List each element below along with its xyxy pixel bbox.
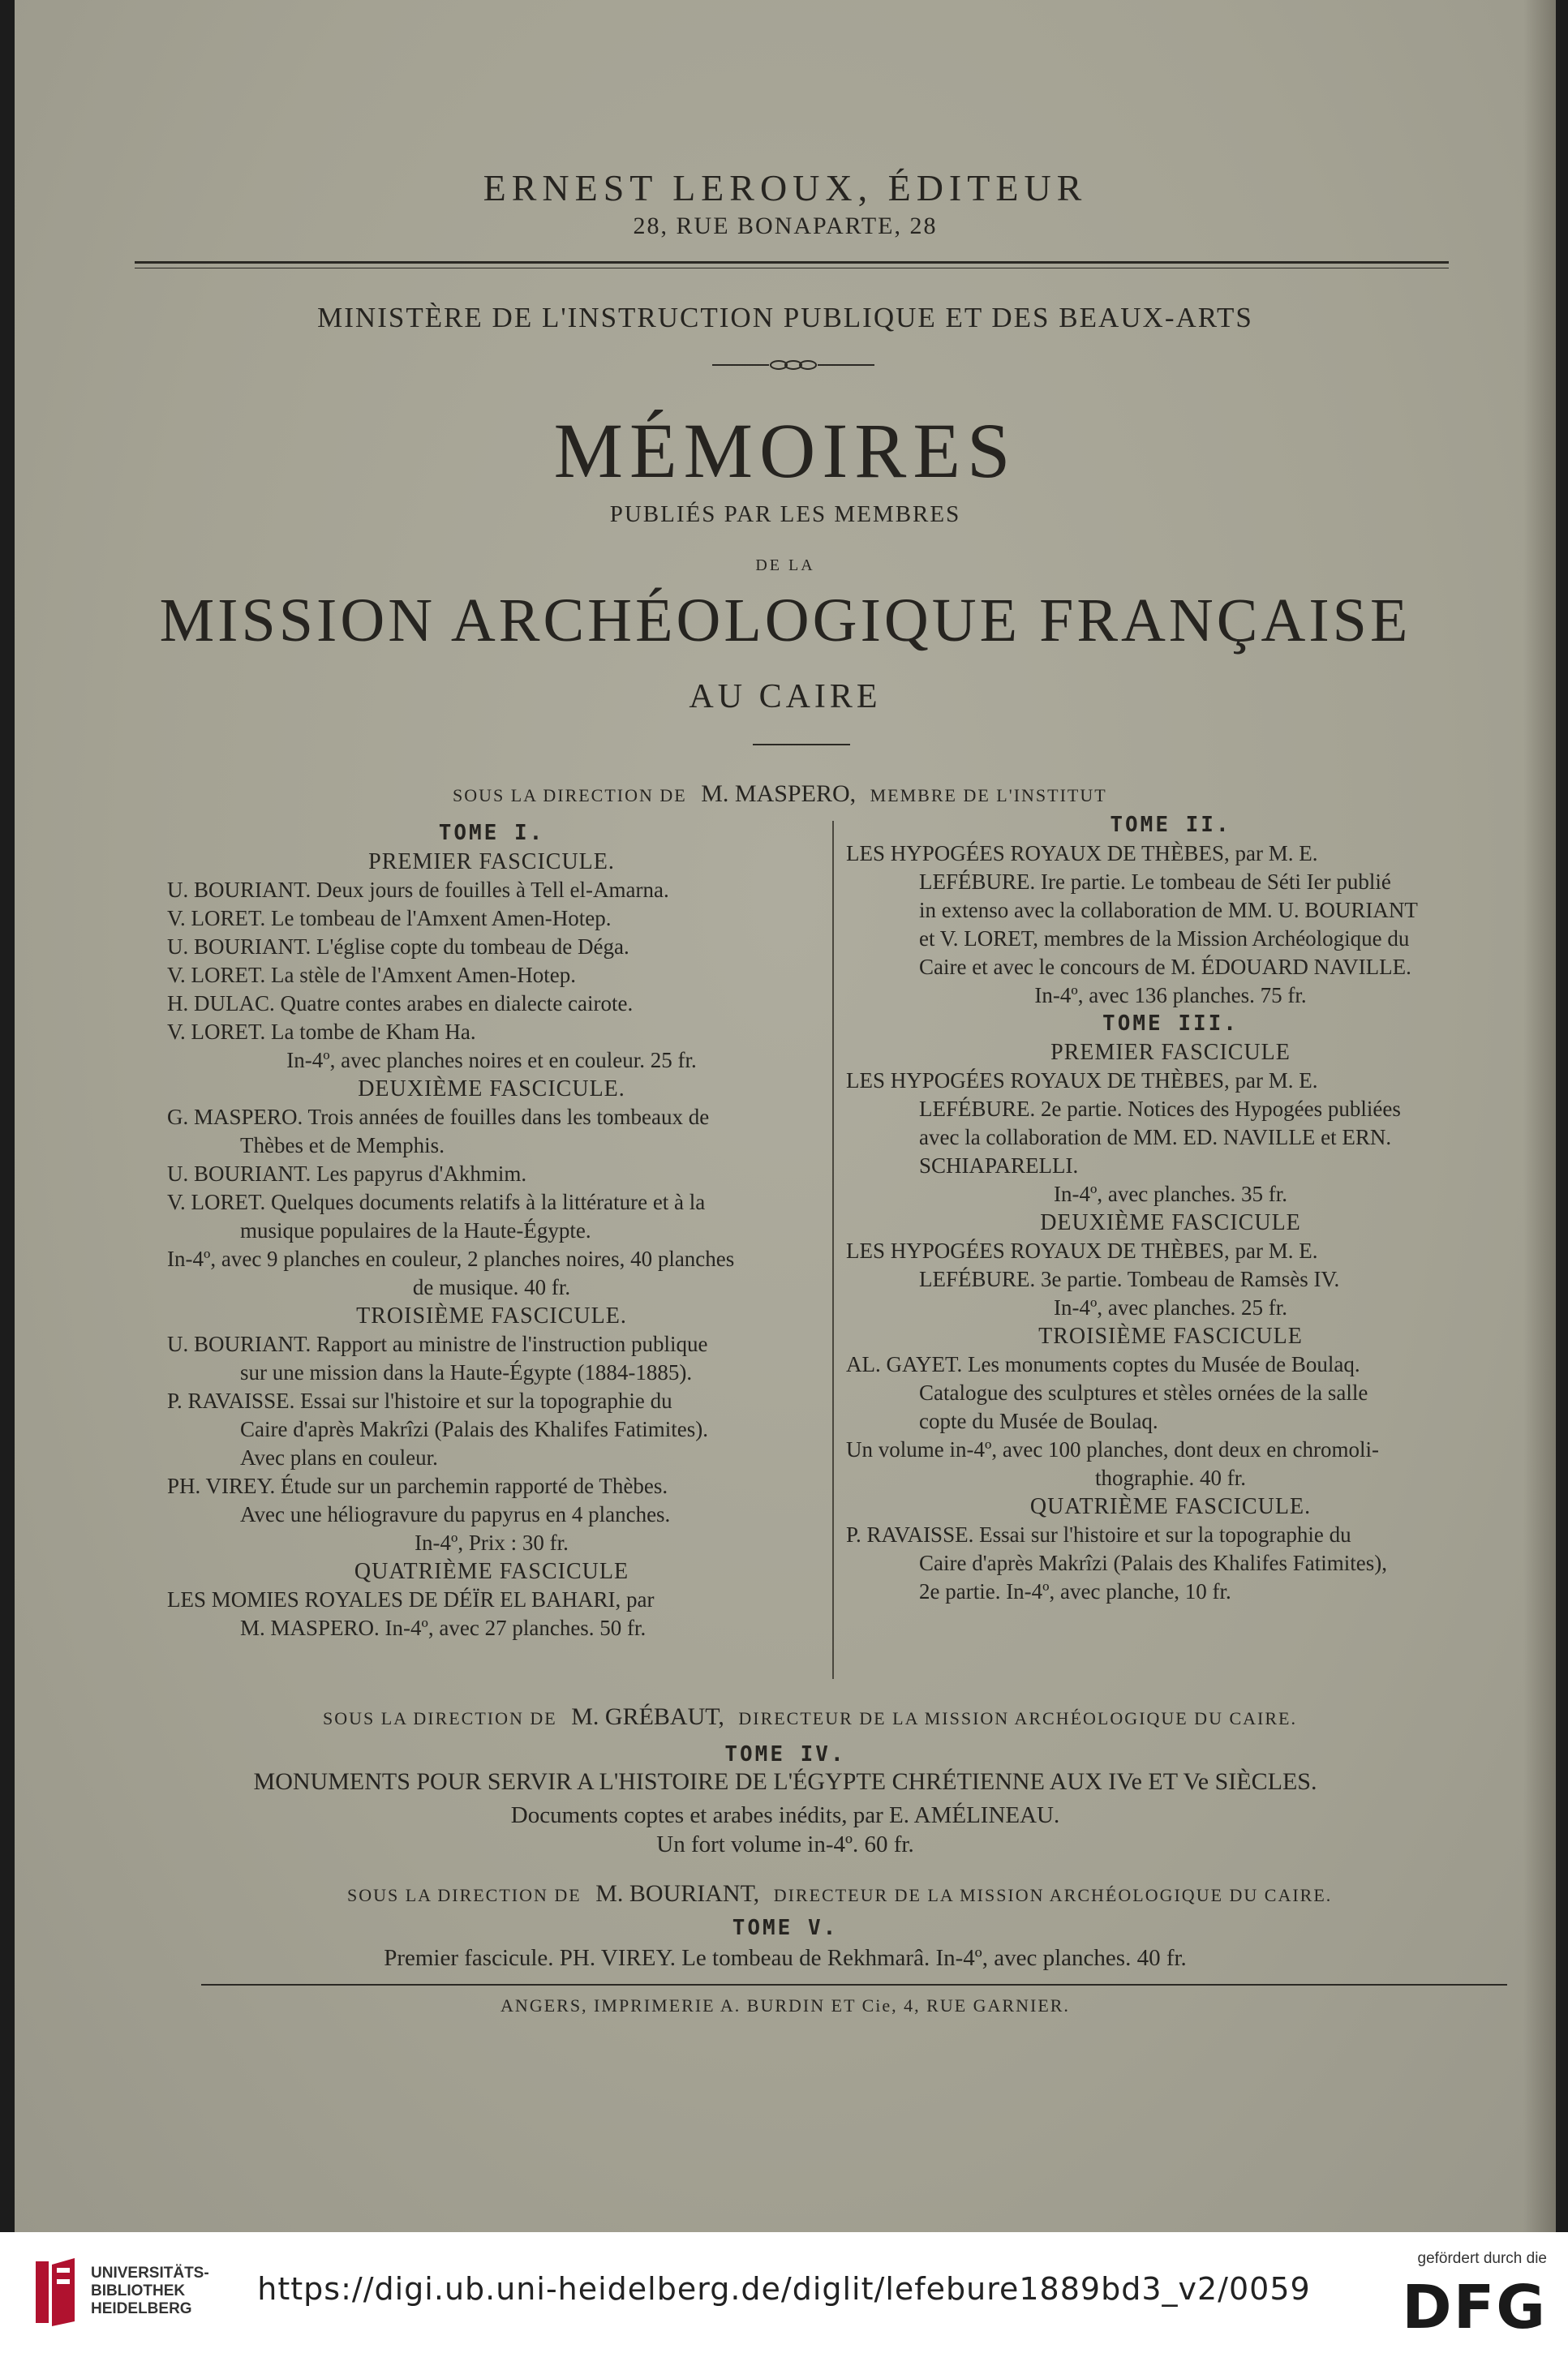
fascicule-heading: DEUXIÈME FASCICULE <box>1040 1210 1301 1235</box>
catalog-line: musique populaires de la Haute-Égypte. <box>240 1218 591 1243</box>
permalink-url[interactable]: https://digi.ub.uni-heidelberg.de/diglit/lefebure1889bd3_v2/0059 <box>257 2271 1311 2307</box>
tome-iv-line2: Documents coptes et arabes inédits, par E. AMÉLINEAU. <box>510 1802 1060 1828</box>
catalog-line: U. BOURIANT. L'église copte du tombeau de Déga. <box>167 934 629 959</box>
direction-grebaut <box>323 1703 1297 1731</box>
catalog-line: 2e partie. In-4º, avec planche, 10 fr. <box>919 1579 1231 1604</box>
catalog-line: P. RAVAISSE. Essai sur l'histoire et sur la topographie du <box>846 1522 1351 1547</box>
logo-line-1: UNIVERSITÄTS- <box>91 2265 209 2282</box>
catalog-line: LEFÉBURE. 3e partie. Tombeau de Ramsès IV. <box>919 1267 1340 1291</box>
fascicule-heading: DEUXIÈME FASCICULE. <box>358 1076 625 1101</box>
catalog-line: SCHIAPARELLI. <box>919 1153 1079 1178</box>
direction-suffix: DIRECTEUR DE LA MISSION ARCHÉOLOGIQUE DU CAIRE. <box>738 1708 1297 1728</box>
catalog-line: LEFÉBURE. 2e partie. Notices des Hypogées publiées <box>919 1097 1401 1121</box>
direction-prefix: SOUS LA DIRECTION DE <box>347 1885 582 1905</box>
catalog-line: AL. GAYET. Les monuments coptes du Musée de Boulaq. <box>846 1352 1360 1376</box>
imprimerie-rule <box>201 1984 1507 1986</box>
catalog-line: copte du Musée de Boulaq. <box>919 1409 1158 1433</box>
logo-line-3: HEIDELBERG <box>91 2300 192 2317</box>
catalog-line: PH. VIREY. Étude sur un parchemin rapporté de Thèbes. <box>167 1474 668 1498</box>
catalog-line: LES HYPOGÉES ROYAUX DE THÈBES, par M. E. <box>846 1239 1318 1263</box>
tome-label: TOME III. <box>1102 1011 1239 1036</box>
catalog-line: U. BOURIANT. Les papyrus d'Akhmim. <box>167 1161 527 1186</box>
catalog-line: H. DULAC. Quatre contes arabes en dialecte cairote. <box>167 991 634 1015</box>
catalog-line: V. LORET. Quelques documents relatifs à la littérature et à la <box>167 1190 706 1214</box>
fascicule-heading: QUATRIÈME FASCICULE. <box>1029 1494 1312 1519</box>
catalog-line: Catalogue des sculptures et stèles ornées de la salle <box>919 1380 1368 1405</box>
au-caire-title: AU CAIRE <box>689 678 882 715</box>
catalog-line: Caire d'après Makrîzi (Palais des Khalifes Fatimites), <box>919 1551 1387 1575</box>
catalog-line: et V. LORET, membres de la Mission Archéologique du <box>919 926 1410 951</box>
tome-v-label: TOME V. <box>732 1916 839 1940</box>
catalog-line: P. RAVAISSE. Essai sur l'histoire et sur la topographie du <box>167 1389 672 1413</box>
fascicule-heading: TROISIÈME FASCICULE <box>1038 1324 1303 1349</box>
document-page <box>15 0 1556 2232</box>
imprimerie-line: ANGERS, IMPRIMERIE A. BURDIN ET Cie, 4, RUE GARNIER. <box>500 1995 1070 2016</box>
catalog-line: U. BOURIANT. Rapport au ministre de l'instruction publique <box>167 1332 708 1356</box>
catalog-line: de musique. 40 fr. <box>412 1275 571 1299</box>
fascicule-heading: PREMIER FASCICULE. <box>368 849 615 874</box>
direction-bouriant <box>347 1880 1332 1908</box>
direction-prefix: SOUS LA DIRECTION DE <box>323 1708 557 1728</box>
catalog-line: sur une mission dans la Haute-Égypte (1884-1885). <box>240 1360 693 1385</box>
catalog-line: V. LORET. La stèle de l'Amxent Amen-Hotep. <box>167 963 577 987</box>
catalog-line: LES HYPOGÉES ROYAUX DE THÈBES, par M. E. <box>846 1068 1318 1093</box>
catalog-line: In-4º, avec planches. 35 fr. <box>1053 1182 1287 1206</box>
catalog-line: in extenso avec la collaboration de MM. U. BOURIANT <box>919 898 1418 922</box>
viewer-footer <box>0 2232 1568 2353</box>
catalog-line: LES HYPOGÉES ROYAUX DE THÈBES, par M. E. <box>846 841 1318 865</box>
direction-suffix: DIRECTEUR DE LA MISSION ARCHÉOLOGIQUE DU CAIRE. <box>773 1885 1333 1905</box>
left-column <box>167 819 816 1642</box>
fascicule-heading: PREMIER FASCICULE <box>1050 1040 1291 1065</box>
catalog-line: U. BOURIANT. Deux jours de fouilles à Tell el-Amarna. <box>167 878 669 902</box>
publisher-name: ERNEST LEROUX, ÉDITEUR <box>483 167 1088 208</box>
catalog-line: In-4º, avec 9 planches en couleur, 2 planches noires, 40 planches <box>167 1247 735 1271</box>
catalog-line: In-4º, Prix : 30 fr. <box>415 1531 569 1555</box>
direction-suffix: MEMBRE DE L'INSTITUT <box>870 785 1107 805</box>
tome-iv-title: MONUMENTS POUR SERVIR A L'HISTOIRE DE L'ÉGYPTE CHRÉTIENNE AUX IVe ET Ve SIÈCLES. <box>253 1768 1317 1795</box>
tome-label: TOME I. <box>438 821 545 845</box>
title-underline <box>753 744 850 745</box>
column-separator <box>832 821 834 1679</box>
fascicule-heading: TROISIÈME FASCICULE. <box>356 1303 627 1329</box>
catalog-line: Avec plans en couleur. <box>240 1445 438 1470</box>
tome-label: TOME II. <box>1110 813 1231 837</box>
catalog-line: Un volume in-4º, avec 100 planches, dont deux en chromoli- <box>846 1437 1379 1462</box>
direction-name: M. MASPERO, <box>701 780 857 807</box>
dfg-logo: DFG <box>1402 2273 1547 2342</box>
main-title: MÉMOIRES <box>553 407 1017 494</box>
direction-name: M. BOURIANT, <box>595 1880 760 1907</box>
ministry-line: MINISTÈRE DE L'INSTRUCTION PUBLIQUE ET DES BEAUX-ARTS <box>317 302 1253 333</box>
direction-prefix: SOUS LA DIRECTION DE <box>453 785 687 805</box>
subtitle-de-la: DE LA <box>755 556 815 574</box>
logo-line-2: BIBLIOTHEK <box>91 2282 186 2299</box>
header-rule-thick <box>135 261 1449 264</box>
catalog-line: In-4º, avec planches noires et en couleur. 25 fr. <box>286 1048 697 1072</box>
publisher-address: 28, RUE BONAPARTE, 28 <box>633 213 938 239</box>
direction-maspero <box>453 780 1107 808</box>
catalog-line: LES MOMIES ROYALES DE DÉÏR EL BAHARI, par <box>167 1587 655 1612</box>
catalog-line: In-4º, avec 136 planches. 75 fr. <box>1034 983 1307 1007</box>
catalog-line: V. LORET. Le tombeau de l'Amxent Amen-Hotep. <box>167 906 612 930</box>
right-column <box>846 811 1495 1606</box>
catalog-line: V. LORET. La tombe de Kham Ha. <box>167 1020 476 1044</box>
catalog-line: LEFÉBURE. Ire partie. Le tombeau de Séti Ier publié <box>919 869 1391 894</box>
subtitle-publies: PUBLIÉS PAR LES MEMBRES <box>609 501 961 527</box>
catalog-line: In-4º, avec planches. 25 fr. <box>1053 1295 1287 1320</box>
catalog-line: G. MASPERO. Trois années de fouilles dans les tombeaux de <box>167 1105 710 1129</box>
catalog-line: Avec une héliogravure du papyrus en 4 planches. <box>240 1502 671 1526</box>
tome-iv-label: TOME IV. <box>724 1742 846 1767</box>
catalog-line: Caire et avec le concours de M. ÉDOUARD NAVILLE. <box>919 955 1411 979</box>
tome-v-line: Premier fascicule. PH. VIREY. Le tombeau de Rekhmarâ. In-4º, avec planches. 40 fr. <box>384 1945 1187 1971</box>
ornament-divider <box>712 359 874 371</box>
catalog-line: thographie. 40 fr. <box>1095 1466 1246 1490</box>
funding-note: gefördert durch die <box>1417 2250 1547 2267</box>
catalog-line: M. MASPERO. In-4º, avec 27 planches. 50 fr. <box>240 1616 647 1640</box>
catalog-line: avec la collaboration de MM. ED. NAVILLE et ERN. <box>919 1125 1392 1149</box>
mission-title: MISSION ARCHÉOLOGIQUE FRANÇAISE <box>159 586 1411 655</box>
fascicule-heading: QUATRIÈME FASCICULE <box>354 1559 629 1584</box>
direction-name: M. GRÉBAUT, <box>571 1703 724 1730</box>
catalog-line: Caire d'après Makrîzi (Palais des Khalifes Fatimites). <box>240 1417 708 1441</box>
tome-iv-line3: Un fort volume in-4º. 60 fr. <box>656 1831 914 1857</box>
catalog-line: Thèbes et de Memphis. <box>240 1133 445 1157</box>
